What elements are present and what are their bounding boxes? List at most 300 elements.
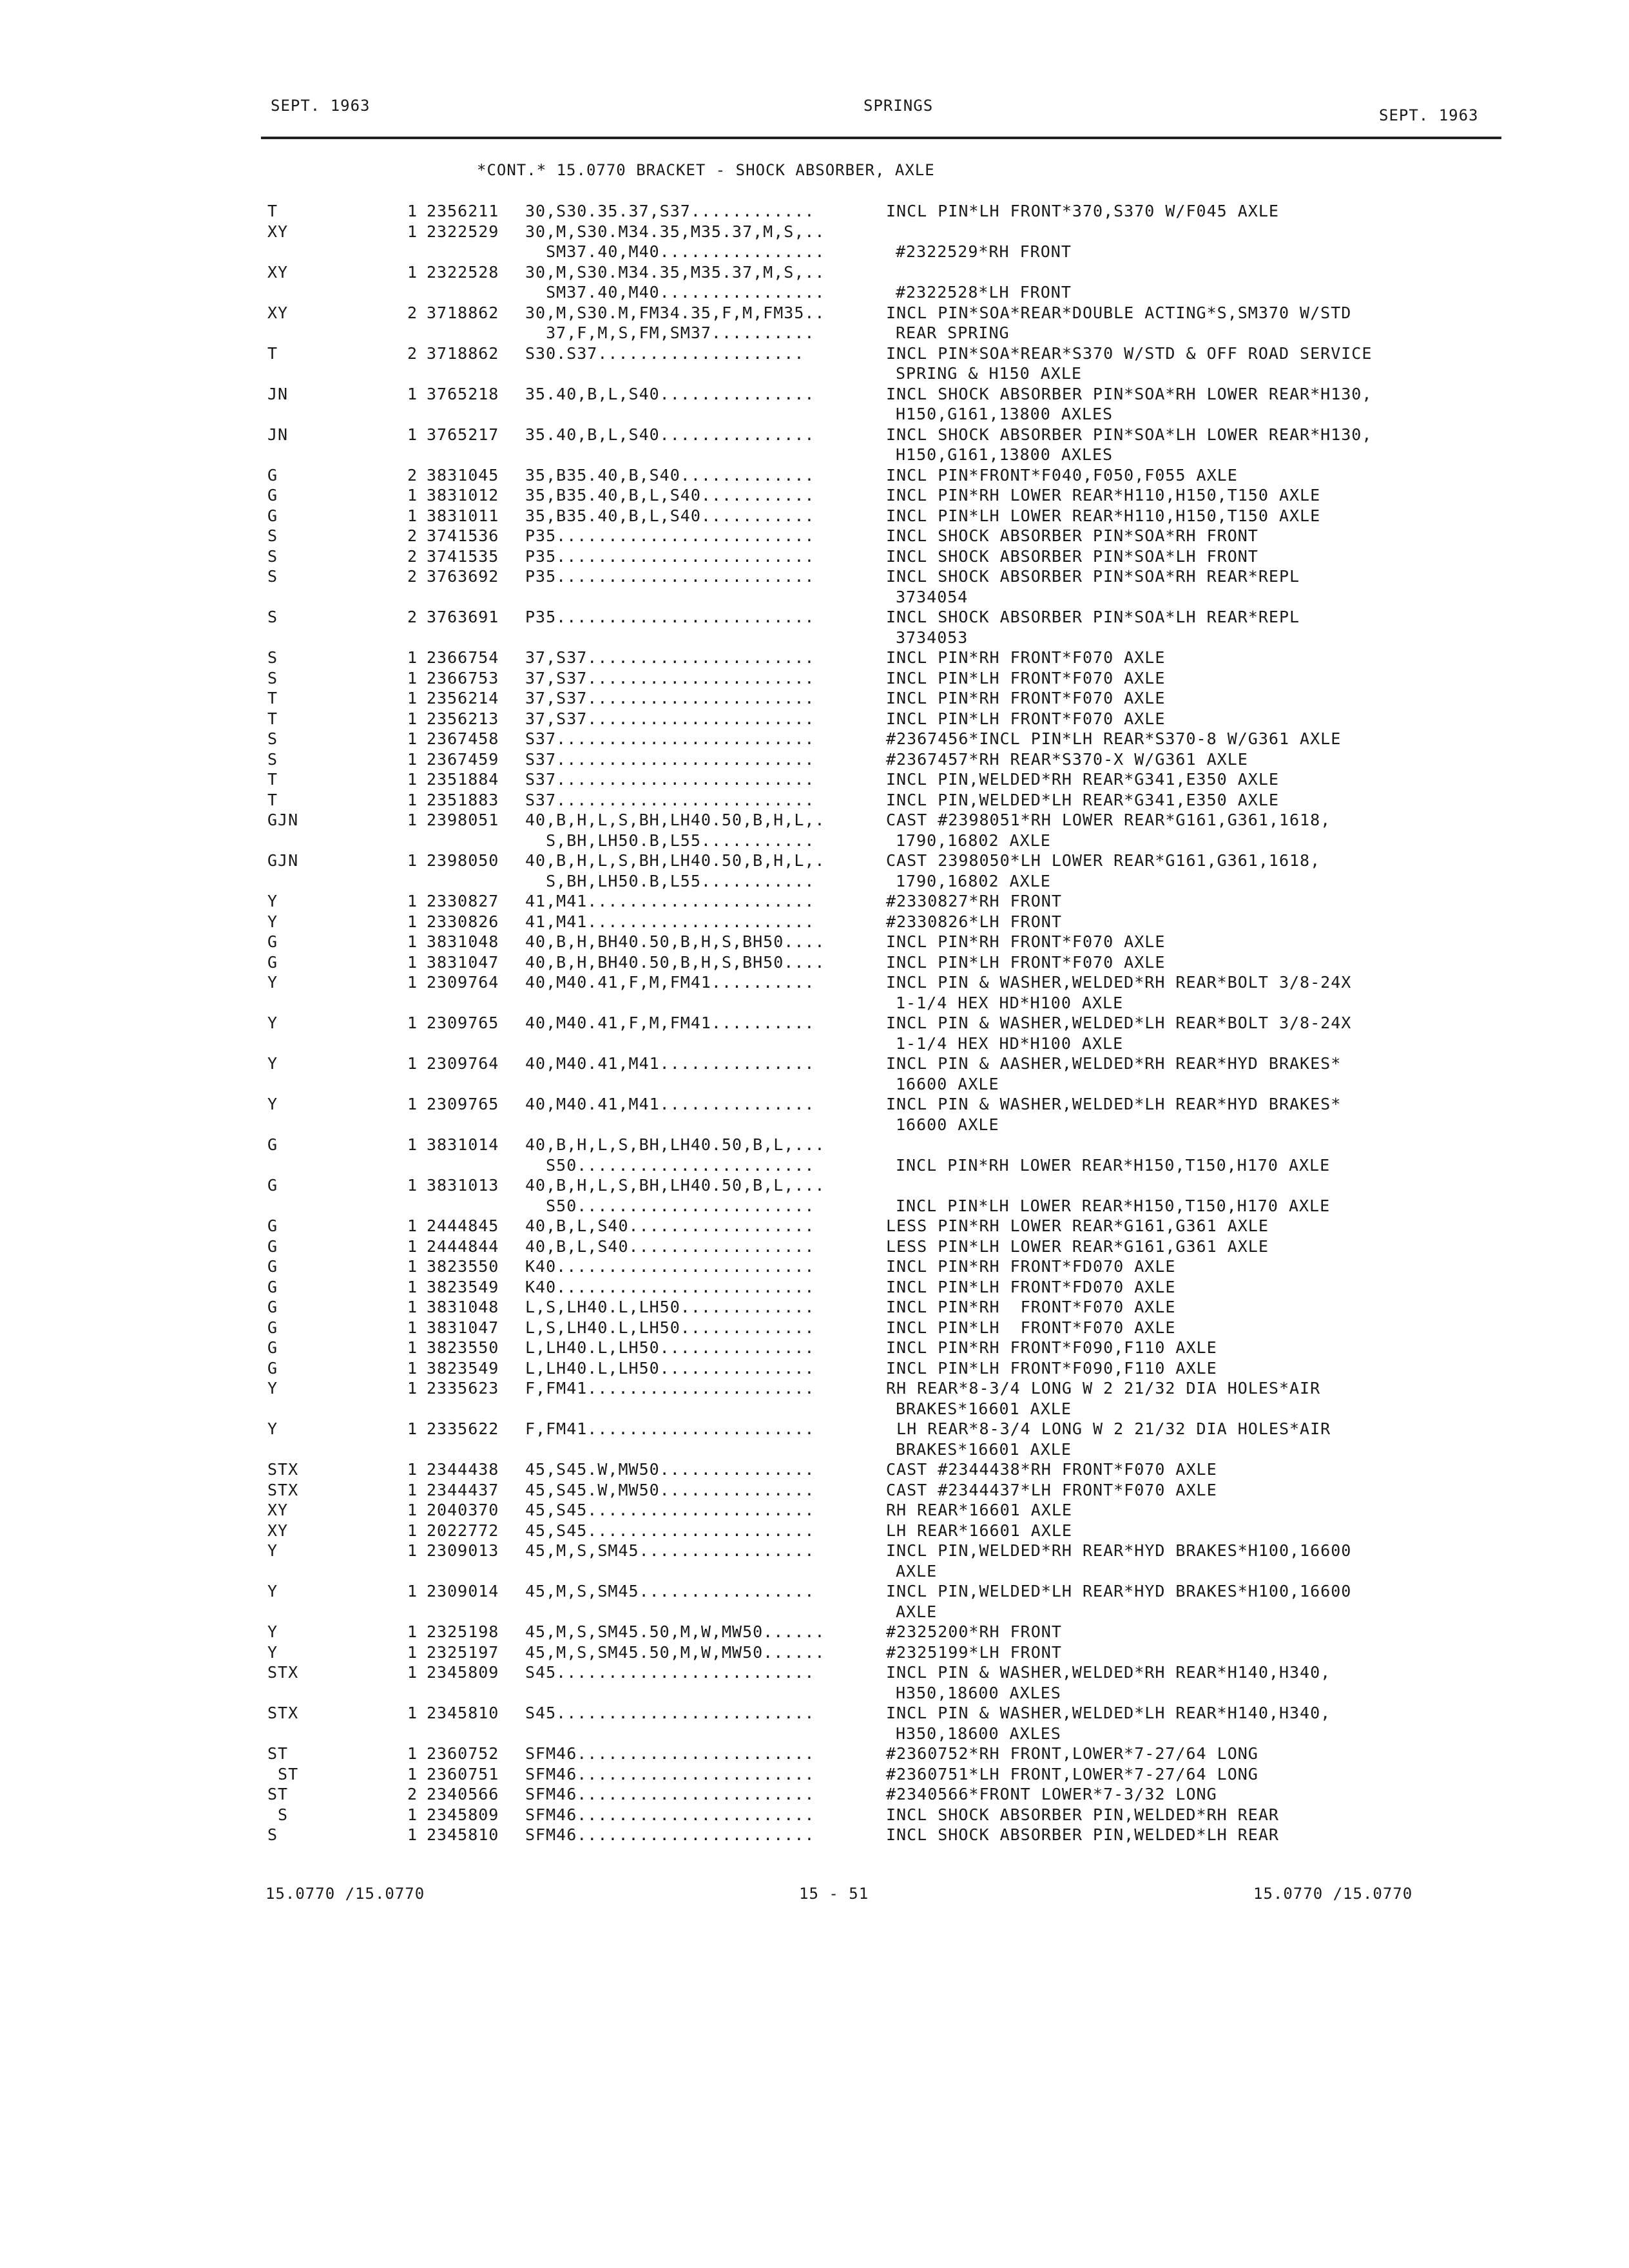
parts-row-continuation [258,282,1514,303]
parts-row [258,485,1514,506]
row-description: LH REAR*16601 AXLE [886,1521,1072,1540]
parts-row [258,709,1514,729]
row-description: 16600 AXLE [896,1115,999,1134]
row-qty: 2 [407,465,418,485]
row-code: ST [267,1764,299,1783]
row-code: T [267,689,278,707]
row-part-number: 2344437 [427,1480,499,1499]
parts-row [258,952,1514,973]
parts-row [258,1419,1514,1439]
row-part-number: 2309014 [427,1582,499,1600]
row-description: INCL SHOCK ABSORBER PIN*SOA*RH FRONT [886,526,1258,545]
parts-row-continuation [258,628,1514,648]
row-part-number: 2398051 [427,811,499,829]
row-description: #2367457*RH REAR*S370-X W/G361 AXLE [886,749,1248,769]
row-part-number: 2360751 [427,1764,499,1783]
row-description: 1-1/4 HEX HD*H100 AXLE [896,993,1124,1012]
row-qty: 1 [407,1521,418,1540]
row-qty: 1 [407,202,418,220]
row-part-number: 2444844 [427,1236,499,1256]
row-qty: 1 [407,1216,418,1235]
parts-row [258,1297,1514,1318]
row-description: INCL SHOCK ABSORBER PIN*SOA*RH LOWER REAR*H130, [886,384,1373,403]
parts-row [258,465,1514,486]
row-models: 30,M,S30.M,FM34.35,F,M,FM35.. [525,303,825,322]
row-part-number: 2351884 [427,770,499,789]
row-code: Y [267,912,278,931]
parts-row [258,262,1514,283]
parts-row [258,1642,1514,1663]
row-description: #2330827*RH FRONT [886,892,1062,910]
row-models: 40,B,L,S40.................. [525,1236,815,1256]
row-description: INCL PIN*SOA*REAR*S370 W/STD & OFF ROAD SERVICE [886,343,1373,363]
row-description: INCL PIN*FRONT*F040,F050,F055 AXLE [886,465,1238,485]
parts-row [258,810,1514,831]
parts-row [258,1662,1514,1683]
row-models: 40,B,L,S40.................. [525,1216,815,1235]
row-qty: 1 [407,648,418,667]
row-description: H350,18600 AXLES [896,1683,1061,1702]
row-qty: 1 [407,1358,418,1378]
row-description: INCL PIN*RH LOWER REAR*H150,T150,H170 AXLE [896,1155,1331,1175]
row-models: S37......................... [525,790,815,809]
row-models: 45,M,S,SM45.50,M,W,MW50...... [525,1622,825,1641]
row-models: SFM46....................... [525,1744,815,1763]
row-code: Y [267,1582,278,1600]
row-description: INCL SHOCK ABSORBER PIN*SOA*LH REAR*REPL [886,608,1300,626]
parts-row [258,1175,1514,1196]
row-part-number: 2340566 [427,1785,499,1803]
row-description: INCL SHOCK ABSORBER PIN*SOA*LH LOWER REAR*H130, [886,425,1373,444]
row-models: 45,S45...................... [525,1501,815,1519]
parts-row [258,384,1514,405]
row-code: S [267,749,278,769]
row-description: INCL PIN*LH FRONT*F070 AXLE [886,709,1166,728]
row-part-number: 2345810 [427,1704,499,1722]
row-code: G [267,1318,278,1337]
row-code: T [267,790,278,809]
row-code: XY [267,303,289,322]
row-qty: 1 [407,973,418,992]
row-qty: 1 [407,1318,418,1337]
page-number: 15 - 51 [799,1885,869,1903]
row-code: STX [267,1480,299,1499]
row-models: 45,S45...................... [525,1521,815,1540]
row-models: 45,M,S,SM45.50,M,W,MW50...... [525,1642,825,1662]
row-description: INCL PIN & WASHER,WELDED*LH REAR*BOLT 3/8-24X [886,1014,1352,1032]
row-code: GJN [267,851,299,870]
row-description: REAR SPRING [896,323,1010,342]
row-code: G [267,1257,278,1276]
row-code: S [267,729,278,748]
row-code: T [267,709,278,728]
row-description: 1-1/4 HEX HD*H100 AXLE [896,1033,1124,1053]
row-part-number: 3718862 [427,343,499,363]
row-models: SFM46....................... [525,1785,815,1803]
parts-row [258,1378,1514,1399]
row-code: G [267,486,278,505]
row-description: INCL PIN,WELDED*RH REAR*G341,E350 AXLE [886,770,1279,789]
row-qty: 1 [407,1582,418,1600]
row-code: G [267,932,278,951]
parts-row-continuation [258,1399,1514,1419]
parts-row-continuation [258,587,1514,608]
row-description: INCL PIN & WASHER,WELDED*RH REAR*BOLT 3/8-24X [886,973,1352,992]
row-qty: 1 [407,262,418,282]
row-models: 45,S45.W,MW50............... [525,1480,815,1499]
row-description: 1790,16802 AXLE [896,871,1051,890]
row-models: 37,F,M,S,FM,SM37.......... [525,323,815,342]
row-part-number: 2325198 [427,1622,499,1641]
row-models: 35.40,B,L,S40............... [525,384,815,403]
row-qty: 1 [407,689,418,707]
row-qty: 1 [407,952,418,972]
row-part-number: 2398050 [427,851,499,870]
row-description: INCL PIN*LH FRONT*FD070 AXLE [886,1277,1176,1296]
row-code: Y [267,973,278,992]
row-part-number: 2309764 [427,1054,499,1073]
row-qty: 1 [407,1805,418,1824]
row-part-number: 3823549 [427,1358,499,1378]
row-qty: 1 [407,1480,418,1499]
row-description: INCL PIN*SOA*REAR*DOUBLE ACTING*S,SM370 W/STD [886,303,1352,322]
row-qty: 2 [407,526,418,545]
row-description: AXLE [896,1602,938,1621]
parts-row [258,222,1514,242]
row-description: INCL PIN*RH FRONT*F070 AXLE [886,1298,1176,1316]
row-qty: 1 [407,1541,418,1560]
row-description: INCL PIN*RH FRONT*F070 AXLE [886,932,1166,951]
row-description: H350,18600 AXLES [896,1724,1061,1743]
row-models: 35,B35.40,B,L,S40........... [525,506,815,525]
row-qty: 1 [407,1176,418,1195]
row-part-number: 2444845 [427,1216,499,1235]
row-code: ST [267,1785,289,1803]
row-code: Y [267,1622,278,1641]
row-models: 37,S37...................... [525,689,815,707]
row-code: G [267,1176,278,1195]
row-qty: 1 [407,1298,418,1316]
row-description: LH REAR*8-3/4 LONG W 2 21/32 DIA HOLES*AIR [886,1419,1331,1438]
row-description: INCL PIN*LH LOWER REAR*H110,H150,T150 AXLE [886,506,1321,525]
parts-row-continuation [258,1155,1514,1176]
row-code: Y [267,1419,278,1438]
row-models: P35......................... [525,608,815,626]
row-code: XY [267,1521,289,1540]
parts-row [258,526,1514,546]
row-models: K40......................... [525,1277,815,1296]
footer-ref-left: 15.0770 /15.0770 [265,1885,425,1903]
parts-row-continuation [258,1439,1514,1460]
row-description: CAST #2344437*LH FRONT*F070 AXLE [886,1480,1217,1499]
row-models: 37,S37...................... [525,709,815,728]
row-part-number: 2367458 [427,729,499,748]
row-part-number: 2309013 [427,1541,499,1560]
row-code: S [267,608,278,626]
parts-row [258,729,1514,749]
row-models: SM37.40,M40................ [525,283,825,302]
row-part-number: 2040370 [427,1501,499,1519]
row-models: 40,M40.41,M41............... [525,1095,815,1113]
row-code: G [267,1236,278,1256]
parts-row [258,749,1514,770]
row-description: BRAKES*16601 AXLE [896,1439,1072,1459]
row-part-number: 3831013 [427,1176,499,1195]
row-part-number: 3831014 [427,1135,499,1154]
row-code: STX [267,1704,299,1722]
footer-ref-right: 15.0770 /15.0770 [1253,1885,1413,1903]
parts-row-continuation [258,404,1514,425]
row-models: S50....................... [525,1155,815,1175]
parts-row-continuation [258,1602,1514,1622]
row-qty: 2 [407,567,418,586]
row-code: S [267,546,278,566]
parts-row [258,790,1514,811]
row-part-number: 2360752 [427,1744,499,1763]
row-models: 40,M40.41,F,M,FM41.......... [525,973,815,992]
parts-row-continuation [258,831,1514,851]
row-part-number: 3831047 [427,1318,499,1337]
row-qty: 1 [407,1744,418,1763]
row-part-number: 2325197 [427,1642,499,1662]
parts-row [258,688,1514,709]
row-description: BRAKES*16601 AXLE [896,1399,1072,1418]
row-part-number: 2335623 [427,1379,499,1398]
row-models: 41,M41...................... [525,912,815,931]
parts-row-continuation [258,1115,1514,1135]
row-code: JN [267,384,289,403]
parts-row [258,850,1514,871]
row-code: G [267,952,278,972]
row-description: INCL PIN & WASHER,WELDED*RH REAR*H140,H340, [886,1663,1331,1682]
row-part-number: 2309765 [427,1095,499,1113]
row-description: #2360751*LH FRONT,LOWER*7-27/64 LONG [886,1764,1258,1783]
row-part-number: 3741536 [427,526,499,545]
row-description: #2322529*RH FRONT [896,242,1072,261]
header-date-left: SEPT. 1963 [271,97,371,115]
row-models: 30,S30.35.37,S37............ [525,202,815,220]
row-description: CAST 2398050*LH LOWER REAR*G161,G361,1618, [886,851,1321,870]
row-code: Y [267,1095,278,1113]
row-part-number: 2345810 [427,1825,499,1844]
row-models: S50....................... [525,1196,815,1215]
row-part-number: 3831012 [427,486,499,505]
row-models: 40,B,H,L,S,BH,LH40.50,B,H,L,. [525,811,825,829]
row-models: S,BH,LH50.B,L55........... [525,871,815,890]
row-models: SFM46....................... [525,1805,815,1824]
row-description: INCL PIN*LH FRONT*F070 AXLE [886,1318,1176,1337]
row-part-number: 2356213 [427,709,499,728]
row-part-number: 2022772 [427,1521,499,1540]
row-part-number: 2351883 [427,790,499,809]
row-models: 40,B,H,BH40.50,B,H,S,BH50.... [525,932,825,951]
row-part-number: 3741535 [427,546,499,566]
parts-row [258,668,1514,689]
row-qty: 1 [407,790,418,809]
row-part-number: 3763691 [427,608,499,626]
row-part-number: 3823550 [427,1257,499,1276]
row-models: 30,M,S30.M34.35,M35.37,M,S,.. [525,262,825,282]
row-models: SM37.40,M40................ [525,242,825,261]
row-description: INCL PIN*LH FRONT*370,S370 W/F045 AXLE [886,202,1279,220]
row-qty: 1 [407,1095,418,1113]
row-code: STX [267,1460,299,1479]
row-part-number: 2330826 [427,912,499,931]
parts-row-continuation [258,993,1514,1014]
parts-row [258,972,1514,993]
row-part-number: 2335622 [427,1419,499,1438]
header-rule [261,137,1501,139]
parts-row-continuation [258,1074,1514,1095]
parts-row [258,1053,1514,1074]
row-qty: 1 [407,1663,418,1682]
row-models: L,LH40.L,LH50............... [525,1358,815,1378]
row-models: 40,B,H,L,S,BH,LH40.50,B,L,... [525,1135,825,1154]
row-part-number: 3831045 [427,465,499,485]
row-models: S45......................... [525,1663,815,1682]
row-description: SPRING & H150 AXLE [896,364,1082,383]
row-qty: 1 [407,222,418,241]
row-description: INCL PIN*LH FRONT*F070 AXLE [886,952,1166,972]
row-qty: 2 [407,1785,418,1803]
row-code: S [267,1805,289,1824]
row-code: G [267,1135,278,1154]
row-qty: 1 [407,1277,418,1296]
parts-row [258,1500,1514,1521]
row-models: 30,M,S30.M34.35,M35.37,M,S,.. [525,222,825,241]
row-models: 37,S37...................... [525,648,815,667]
row-description: INCL SHOCK ABSORBER PIN*SOA*RH REAR*REPL [886,567,1300,586]
row-code: Y [267,1379,278,1398]
row-qty: 2 [407,303,418,322]
row-models: 40,B,H,L,S,BH,LH40.50,B,L,... [525,1176,825,1195]
row-description: INCL PIN*RH FRONT*F070 AXLE [886,648,1166,667]
row-qty: 1 [407,1338,418,1357]
row-code: XY [267,222,289,241]
row-description: INCL PIN & WASHER,WELDED*LH REAR*H140,H340, [886,1704,1331,1722]
row-code: ST [267,1744,289,1763]
row-description: CAST #2398051*RH LOWER REAR*G161,G361,1618, [886,811,1331,829]
parts-row [258,1094,1514,1115]
parts-row [258,343,1514,364]
row-description: 3734054 [896,587,969,606]
row-qty: 1 [407,770,418,789]
header-date-right: SEPT. 1963 [1379,106,1479,124]
row-description: #2325200*RH FRONT [886,1622,1062,1641]
parts-row-continuation [258,363,1514,384]
row-qty: 1 [407,1135,418,1154]
row-models: 40,B,H,L,S,BH,LH40.50,B,H,L,. [525,851,825,870]
parts-row [258,1622,1514,1642]
row-part-number: 2356211 [427,202,499,220]
row-part-number: 2322529 [427,222,499,241]
parts-row-continuation [258,242,1514,262]
row-qty: 1 [407,425,418,444]
row-code: G [267,1277,278,1296]
row-part-number: 3765218 [427,384,499,403]
row-models: 40,M40.41,M41............... [525,1054,815,1073]
row-code: GJN [267,811,299,829]
row-qty: 1 [407,729,418,748]
parts-row [258,546,1514,567]
row-part-number: 2356214 [427,689,499,707]
row-description: #2330826*LH FRONT [886,912,1062,931]
row-models: SFM46....................... [525,1764,815,1783]
row-code: G [267,1298,278,1316]
row-qty: 2 [407,608,418,626]
parts-row-continuation [258,323,1514,343]
row-description: INCL PIN*LH FRONT*F070 AXLE [886,668,1166,687]
parts-row [258,891,1514,912]
parts-row [258,506,1514,526]
row-models: L,LH40.L,LH50............... [525,1338,815,1357]
row-qty: 1 [407,1379,418,1398]
row-description: INCL PIN*RH FRONT*FD070 AXLE [886,1257,1176,1276]
row-part-number: 2345809 [427,1663,499,1682]
row-part-number: 2322528 [427,262,499,282]
row-qty: 1 [407,932,418,951]
row-qty: 1 [407,892,418,910]
row-models: 37,S37...................... [525,668,815,687]
row-part-number: 3831048 [427,932,499,951]
row-qty: 1 [407,486,418,505]
row-qty: 1 [407,709,418,728]
parts-row-continuation [258,1196,1514,1216]
row-description: AXLE [896,1561,938,1581]
row-description: #2367456*INCL PIN*LH REAR*S370-8 W/G361 AXLE [886,729,1342,748]
row-qty: 1 [407,384,418,403]
row-code: S [267,668,278,687]
row-code: T [267,202,278,220]
row-code: G [267,1358,278,1378]
row-qty: 2 [407,343,418,363]
row-description: INCL SHOCK ABSORBER PIN,WELDED*RH REAR [886,1805,1279,1824]
row-qty: 1 [407,1704,418,1722]
row-code: S [267,526,278,545]
row-code: Y [267,1642,278,1662]
row-code: Y [267,1014,278,1032]
row-models: 35.40,B,L,S40............... [525,425,815,444]
row-models: P35......................... [525,567,815,586]
row-models: P35......................... [525,526,815,545]
row-description: H150,G161,13800 AXLES [896,405,1113,423]
row-models: F,FM41...................... [525,1379,815,1398]
row-models: L,S,LH40.L,LH50............. [525,1298,815,1316]
parts-row-continuation [258,1033,1514,1054]
row-description: RH REAR*8-3/4 LONG W 2 21/32 DIA HOLES*AIR [886,1379,1321,1398]
row-description: INCL PIN*LH LOWER REAR*H150,T150,H170 AXLE [896,1196,1331,1215]
row-part-number: 2309765 [427,1014,499,1032]
row-qty: 1 [407,1642,418,1662]
row-part-number: 2366754 [427,648,499,667]
row-models: S30.S37.................... [525,343,805,363]
row-description: INCL SHOCK ABSORBER PIN,WELDED*LH REAR [886,1825,1279,1844]
parts-row [258,1805,1514,1825]
parts-row [258,1784,1514,1805]
parts-row [258,1236,1514,1257]
row-description: INCL SHOCK ABSORBER PIN*SOA*LH FRONT [886,546,1258,566]
row-qty: 1 [407,506,418,525]
row-models: 45,M,S,SM45................. [525,1541,815,1560]
parts-row-continuation [258,1724,1514,1744]
parts-row-continuation [258,1683,1514,1704]
row-part-number: 2366753 [427,668,499,687]
row-code: S [267,567,278,586]
parts-row [258,1216,1514,1236]
row-part-number: 2330827 [427,892,499,910]
row-models: 45,M,S,SM45................. [525,1582,815,1600]
row-qty: 1 [407,1622,418,1641]
